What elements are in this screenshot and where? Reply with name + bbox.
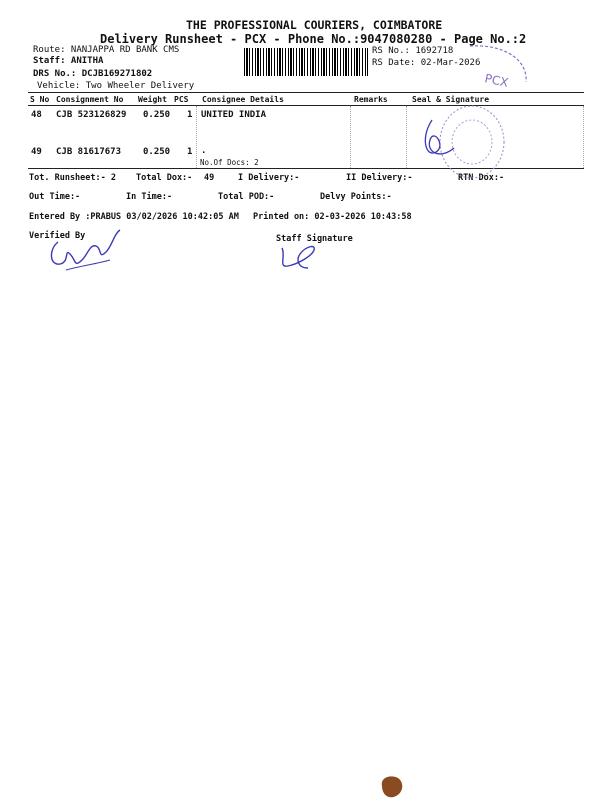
staff-signature-label: Staff Signature [276,234,353,244]
col-consignee-header: Consignee Details [202,95,284,104]
ii-delivery: II Delivery:- [346,173,413,183]
pcx-stamp [410,40,530,190]
stamp-text: PCX [483,71,510,90]
row-doc-count: No.Of Docs: 2 [200,158,259,167]
row-weight: 0.250 [143,110,171,120]
col-remarks-header: Remarks [354,95,388,104]
vehicle-text: Vehicle: Two Wheeler Delivery [37,81,195,91]
rs-date: RS Date: 02-Mar-2026 [372,58,481,68]
out-time: Out Time:- [29,192,81,202]
row-consignee: UNITED INDIA [201,110,267,120]
entered-by: Entered By :PRABUS 03/02/2026 10:42:05 AM [29,212,239,222]
row-pcs: 1 [187,110,193,120]
row-weight: 0.250 [143,147,171,157]
col-consignment-header: Consignment No [56,95,124,104]
column-divider [406,106,407,168]
column-divider [583,106,584,168]
staff-signature-mark [268,238,328,278]
tot-runsheet: Tot. Runsheet:- 2 [29,173,116,183]
runsheet-subtitle: Delivery Runsheet - PCX - Phone No.:9047080280 - Page No.:2 [100,32,527,46]
row-consignment: CJB 523126829 [56,110,127,120]
total-pod: Total POD:- [218,192,275,202]
verified-by-label: Verified By [29,231,86,241]
col-weight-header: Weight [138,95,167,104]
column-divider [196,106,197,168]
delvy-points: Delvy Points:- [320,192,392,202]
drs-number: DRS No.: DCJB169271802 [33,69,153,79]
i-delivery: I Delivery:- [238,173,300,183]
rs-number: RS No.: 1692718 [372,46,454,56]
col-seal-header: Seal & Signature [412,95,490,104]
row-consignment: CJB 81617673 [56,147,122,157]
col-pcs-header: PCS [174,95,189,104]
in-time: In Time:- [126,192,173,202]
barcode [244,48,368,76]
company-title: THE PROFESSIONAL COURIERS, COIMBATORE [186,18,443,32]
row-sno: 49 [31,147,42,157]
rtn-dox: RTN Dox:- [458,173,505,183]
total-dox-value: 49 [204,173,215,183]
row-pcs: 1 [187,147,193,157]
row-consignee: . [201,146,207,156]
route-text: Route: NANJAPPA RD BANK CMS [33,45,180,55]
column-divider [350,106,351,168]
printed-on: Printed on: 02-03-2026 10:43:58 [253,212,412,222]
verifier-signature [40,220,130,280]
total-dox-label: Total Dox:- [136,173,193,183]
staff-text: Staff: ANITHA [33,56,104,66]
stain-mark [376,772,406,800]
col-sno-header: S No [30,95,50,104]
row-sno: 48 [31,110,42,120]
